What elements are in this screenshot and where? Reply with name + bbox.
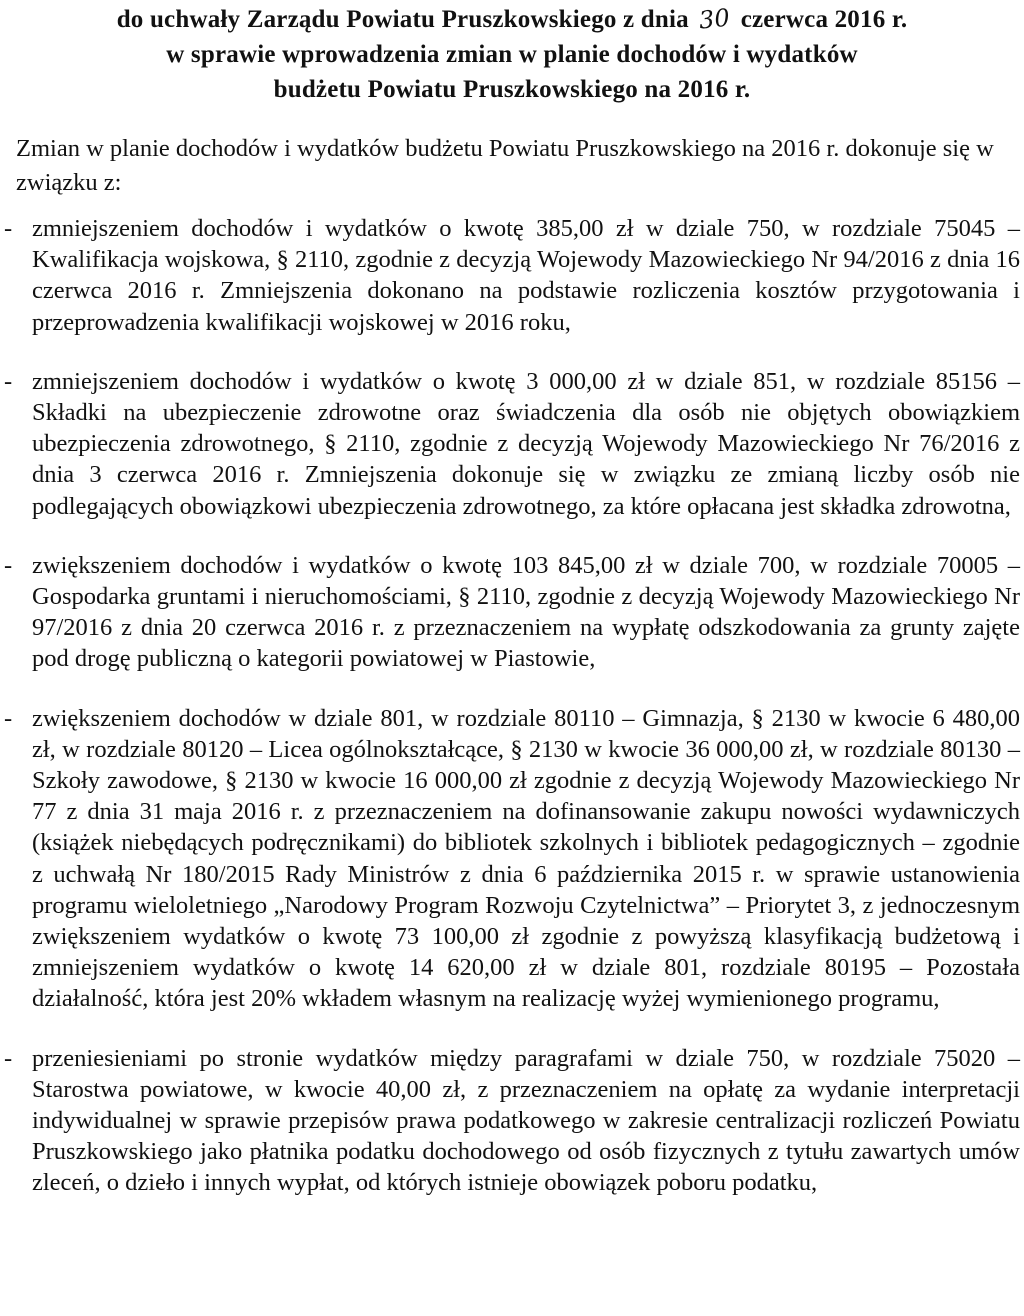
list-bullet: - [4, 704, 13, 732]
list-item-text: przeniesieniami po stronie wydatków między paragrafami w dziale 750, w rozdziale 75020 – Starostwa powiatowe, w kwocie 40,00 zł, z przeznaczeniem na opłatę za wydanie interpretacji indywidualnej w sprawie przepisów prawa podatkowego w zakresie centralizacji rozliczeń Powiatu Pruszkowskiego jako płatnika podatku dochodowego od osób fizycznych z tytułu zawartych umów zleceń, o dzieło i innych wypłat, od których istnieje obowiązek poboru podatku, [32, 1044, 1020, 1197]
list-item [0, 1043, 1024, 1199]
header-line-2: w sprawie wprowadzenia zmian w planie dochodów i wydatków [166, 41, 858, 68]
list-bullet: - [4, 215, 13, 242]
list-item-text: zwiększeniem dochodów w dziale 801, w rozdziale 80110 – Gimnazja, § 2130 w kwocie 6 480,00 zł, w rozdziale 80120 – Licea ogólnokształcące, § 2130 w kwocie 36 000,00 zł, w rozdziale 80130 – Szkoły zawodowe, § 2130 w kwocie 16 000,00 zł zgodnie z decyzją Wojewody Mazowieckiego Nr 77 z dnia 31 maja 2016 r. z przeznaczeniem na dofinansowanie zakupu nowości wydawniczych (książek niebędących podręcznikami) do bibliotek szkolnych i bibliotek pedagogicznych – zgodnie z uchwałą Nr 180/2015 Rady Ministrów z dnia 6 października 2015 r. w sprawie ustanowienia programu wieloletniego „Narodowy Program Rozwoju Czytelnictwa” – Priorytet 3, z jednoczesnym zwiększeniem wydatków o kwotę 73 100,00 zł zgodnie z powyższą klasyfikacją budżetową i zmniejszeniem wydatków o kwotę 14 620,00 zł w dziale 801, rozdziale 80195 – Pozostała działalność, która jest 20% wkładem własnym na realizację wyżej wymienionego programu, [32, 704, 1020, 1013]
list-item [0, 703, 1024, 1015]
list-item-text: zmniejszeniem dochodów i wydatków o kwotę 3 000,00 zł w dziale 851, w rozdziale 85156 – Składki na ubezpieczenie zdrowotne oraz świadczenia dla osób nie objętych obowiązkiem ubezpieczenia zdrowotnego, § 2110, zgodnie z decyzją Wojewody Mazowieckiego Nr 76/2016 z dnia 3 czerwca 2016 r. Zmniejszenia dokonuje się w związku ze zmianą liczby osób nie podlegających obowiązkowi ubezpieczenia zdrowotnego, za które opłacana jest składka zdrowotna, [32, 367, 1020, 520]
header-line-1-end: czerwca 2016 r. [740, 6, 908, 33]
header-line-1 [0, 2, 1024, 37]
list-item [0, 366, 1024, 522]
list-bullet: - [4, 1044, 13, 1072]
list-bullet: - [4, 367, 13, 395]
changes-list [0, 213, 1024, 1227]
header-line-1-start: do uchwały Zarządu Powiatu Pruszkowskiego z dnia [116, 6, 689, 33]
list-item-text: zmniejszeniem dochodów i wydatków o kwotę 385,00 zł w dziale 750, w rozdziale 75045 – Kwalifikacja wojskowa, § 2110, zgodnie z decyzją Wojewody Mazowieckiego Nr 94/2016 z dnia 16 czerwca 2016 r. Zmniejszenia dokonano na podstawie rozliczenia kosztów przygotowania i przeprowadzenia kwalifikacji wojskowej w 2016 roku, [32, 215, 1020, 336]
list-item-text: zwiększeniem dochodów i wydatków o kwotę 103 845,00 zł w dziale 700, w rozdziale 70005 – Gospodarka gruntami i nieruchomościami, § 2110, zgodnie z decyzją Wojewody Mazowieckiego Nr 97/2016 z dnia 20 czerwca 2016 r. z przeznaczeniem na wypłatę odszkodowania za grunty zajęte pod drogę publiczną o kategorii powiatowej w Piastowie, [32, 551, 1020, 673]
header-line-3: budżetu Powiatu Pruszkowskiego na 2016 r. [273, 76, 751, 103]
list-item [0, 550, 1024, 675]
list-item [0, 213, 1024, 338]
intro-paragraph: Zmian w planie dochodów i wydatków budżetu Powiatu Pruszkowskiego na 2016 r. dokonuje się w związku z: [16, 135, 994, 196]
handwritten-day: 30 [697, 3, 732, 35]
list-bullet: - [4, 551, 13, 579]
document-header [0, 2, 1024, 107]
